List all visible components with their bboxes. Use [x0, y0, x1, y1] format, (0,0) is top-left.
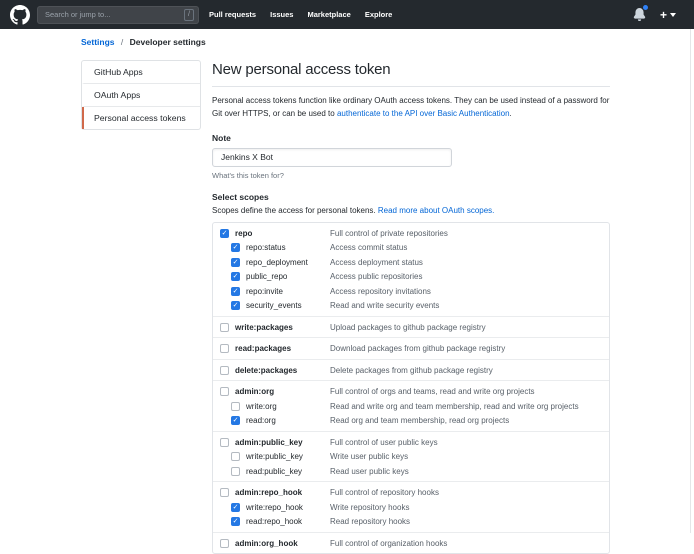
breadcrumb [81, 37, 694, 47]
scope-description: Write user public keys [330, 452, 409, 462]
scope-checkbox-repo-status[interactable]: ✓ [232, 244, 239, 252]
scope-checkbox-read-repo-hook[interactable]: ✓ [232, 518, 239, 526]
note-label: Note [212, 132, 231, 143]
settings-sidebar [81, 60, 201, 130]
scope-checkbox-admin-org-hook[interactable] [220, 539, 229, 548]
scope-description: Read repository hooks [330, 517, 411, 527]
scope-description: Access commit status [330, 243, 408, 253]
search-input[interactable] [45, 10, 184, 19]
scope-row-read-public-key [213, 464, 609, 479]
breadcrumb-separator: / [120, 37, 124, 47]
scope-checkbox-admin-org[interactable] [220, 387, 229, 396]
header-right [633, 8, 684, 21]
scope-group-admin-org [213, 380, 609, 431]
slash-shortcut-key: / [184, 9, 194, 21]
nav-marketplace[interactable]: Marketplace [307, 10, 351, 19]
scope-row-repo [213, 226, 609, 241]
scope-description: Full control of orgs and teams, read and write org projects [330, 387, 535, 397]
scope-name: admin:org [235, 387, 275, 397]
select-scopes-label: Select scopes [212, 191, 269, 202]
scope-group-read-packages [213, 337, 609, 359]
scope-row-repo-status [213, 240, 609, 255]
breadcrumb-current: Developer settings [129, 37, 206, 47]
scope-group-admin-repo-hook [213, 481, 609, 532]
scope-description: Read and write org and team membership, read and write org projects [330, 401, 579, 411]
chevron-down-icon [670, 13, 676, 17]
scope-description: Download packages from github package registry [330, 344, 506, 354]
scope-row-admin-org [213, 384, 609, 399]
scope-description: Read and write security events [330, 301, 440, 311]
sidebar-item-personal-access-tokens[interactable]: Personal access tokens [82, 107, 200, 129]
scope-description: Write repository hooks [330, 502, 410, 512]
sidebar-item-github-apps[interactable]: GitHub Apps [82, 61, 200, 84]
scope-checkbox-read-org[interactable]: ✓ [232, 417, 239, 425]
scope-checkbox-write-org[interactable] [231, 402, 240, 411]
scope-name: write:public_key [246, 452, 303, 462]
scope-row-delete-packages [213, 363, 609, 378]
notifications-bell-icon[interactable] [633, 8, 646, 21]
scope-row-admin-repo-hook [213, 485, 609, 500]
scope-name: repo:invite [246, 286, 283, 296]
nav-explore[interactable]: Explore [364, 10, 393, 19]
scope-description: Full control of organization hooks [330, 538, 448, 548]
scope-group-admin-public-key [213, 431, 609, 482]
basic-auth-link[interactable]: authenticate to the API over Basic Authentication [336, 108, 510, 118]
scope-description: Full control of private repositories [330, 228, 448, 238]
scope-description: Access public repositories [330, 272, 423, 282]
scope-description: Delete packages from github package registry [330, 365, 493, 375]
scope-row-public-repo [213, 269, 609, 284]
scope-checkbox-read-public-key[interactable] [231, 467, 240, 476]
scope-row-admin-public-key [213, 435, 609, 450]
scope-name: write:packages [235, 322, 293, 332]
scope-group-write-packages [213, 316, 609, 338]
scope-name: admin:org_hook [235, 538, 298, 548]
scope-name: read:org [246, 416, 276, 426]
create-new-dropdown[interactable] [660, 9, 676, 21]
scope-checkbox-admin-repo-hook[interactable] [220, 488, 229, 497]
content-layout [81, 60, 694, 554]
scope-name: repo:status [246, 243, 286, 253]
note-help-text: What's this token for? [212, 170, 284, 180]
scope-checkbox-public-repo[interactable]: ✓ [232, 273, 239, 281]
header-search [37, 6, 199, 24]
intro-text: Personal access tokens function like ordinary OAuth access tokens. They can be used instead of a password for Git over HTTPS, or can be used to [212, 96, 610, 118]
scope-checkbox-admin-public-key[interactable] [220, 438, 229, 447]
scope-checkbox-security-events[interactable]: ✓ [232, 302, 239, 310]
nav-pull-requests[interactable]: Pull requests [209, 10, 257, 19]
page-title: New personal access token [212, 60, 610, 87]
scope-group-delete-packages [213, 359, 609, 381]
scope-name: public_repo [246, 272, 288, 282]
scope-name: repo [235, 228, 253, 238]
intro-text-end: . [509, 108, 512, 118]
sidebar-item-oauth-apps[interactable]: OAuth Apps [82, 84, 200, 107]
scope-name: admin:public_key [235, 437, 303, 447]
scope-checkbox-repo-invite[interactable]: ✓ [232, 287, 239, 295]
scope-description: Upload packages to github package registry [330, 322, 486, 332]
scope-group-admin-org-hook [213, 532, 609, 554]
top-header [0, 0, 694, 29]
nav-issues[interactable]: Issues [270, 10, 294, 19]
scope-row-read-packages [213, 341, 609, 356]
scope-description: Full control of repository hooks [330, 488, 439, 498]
scope-description: Read org and team membership, read org projects [330, 416, 510, 426]
scope-description: Access repository invitations [330, 286, 431, 296]
github-logo-icon[interactable] [10, 5, 30, 25]
scope-checkbox-repo-deployment[interactable]: ✓ [232, 258, 239, 266]
scope-row-write-org [213, 399, 609, 414]
scope-description: Full control of user public keys [330, 437, 438, 447]
scope-checkbox-repo[interactable]: ✓ [221, 229, 228, 237]
note-input[interactable] [212, 148, 452, 167]
unread-notification-dot [642, 4, 649, 11]
scope-row-admin-org-hook [213, 536, 609, 551]
intro-paragraph [212, 95, 610, 121]
oauth-scopes-link[interactable]: Read more about OAuth scopes. [377, 205, 495, 215]
scope-checkbox-delete-packages[interactable] [220, 366, 229, 375]
scope-name: write:repo_hook [246, 502, 303, 512]
scope-checkbox-write-repo-hook[interactable]: ✓ [232, 503, 239, 511]
scope-row-write-packages [213, 320, 609, 335]
scope-description: Access deployment status [330, 257, 423, 267]
scope-name: write:org [246, 401, 277, 411]
scope-name: security_events [246, 301, 302, 311]
scope-name: repo_deployment [246, 257, 308, 267]
scope-list [212, 222, 610, 554]
scope-row-read-org [213, 413, 609, 428]
scope-row-write-public-key [213, 449, 609, 464]
plus-icon: + [659, 7, 667, 22]
scope-checkbox-write-packages[interactable] [220, 323, 229, 332]
scope-name: read:public_key [246, 466, 303, 476]
page-right-edge [690, 29, 691, 533]
scope-row-repo-deployment [213, 255, 609, 270]
scope-name: read:repo_hook [246, 517, 303, 527]
scope-name: admin:repo_hook [235, 488, 303, 498]
scope-name: read:packages [235, 344, 292, 354]
header-nav [209, 10, 392, 19]
scopes-description-text: Scopes define the access for personal tokens. [212, 205, 378, 215]
scope-checkbox-read-packages[interactable] [220, 344, 229, 353]
breadcrumb-settings-link[interactable]: Settings [81, 37, 115, 47]
main-content [212, 60, 610, 554]
scope-group-repo [213, 223, 609, 316]
scopes-description [212, 206, 610, 215]
scope-row-write-repo-hook [213, 500, 609, 515]
scope-checkbox-write-public-key[interactable] [231, 452, 240, 461]
scope-row-repo-invite [213, 284, 609, 299]
scope-description: Read user public keys [330, 466, 409, 476]
scope-row-read-repo-hook [213, 514, 609, 529]
scope-name: delete:packages [235, 365, 298, 375]
scope-row-security-events [213, 298, 609, 313]
